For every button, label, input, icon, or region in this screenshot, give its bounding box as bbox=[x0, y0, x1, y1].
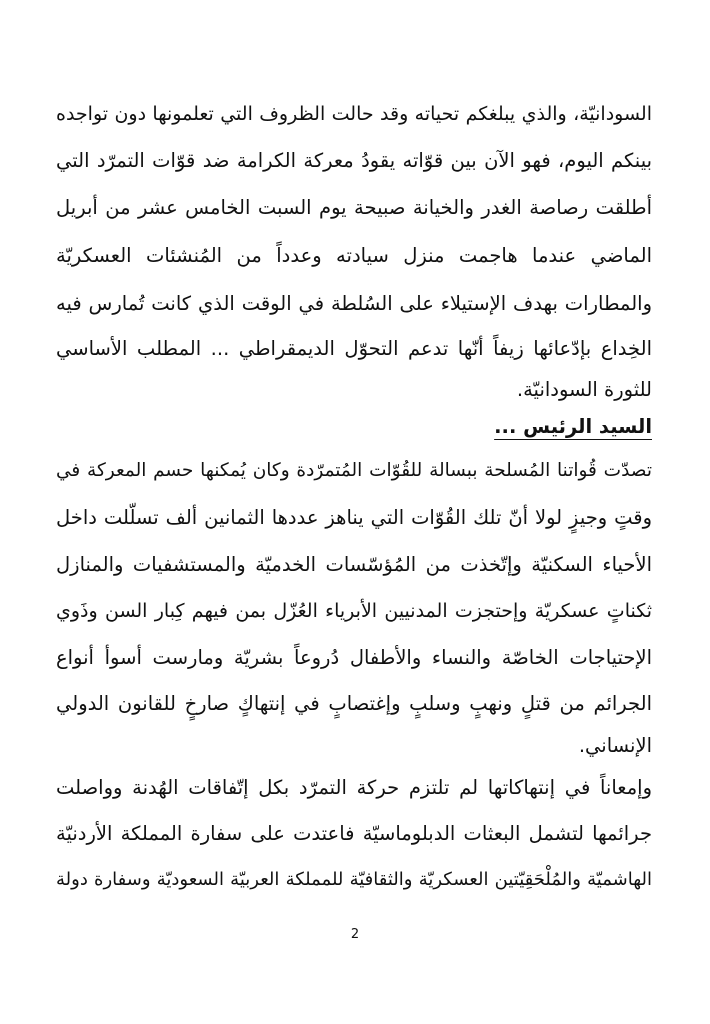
paragraph-line: الخِداع بإدّعائها زيفاً أنّها تدعم التحوّل الديمقراطي ... المطلب الأساسي bbox=[56, 337, 652, 360]
paragraph-line: تصدّت قُواتنا المُسلحة ببسالة للقُوّات المُتمرّدة وكان يُمكنها حسم المعركة في bbox=[56, 460, 652, 481]
paragraph-line: أطلقت رصاصة الغدر والخيانة صبيحة يوم السبت الخامس عشر من أبريل bbox=[56, 196, 652, 219]
page-number: 2 bbox=[350, 927, 360, 942]
paragraph-line: والمطارات بهدف الإستيلاء على السُلطة في الوقت الذي كانت تُمارس فيه bbox=[56, 292, 652, 315]
paragraph-line: الأحياء السكنيّة وإتّخذت من المُؤسّسات الخدميّة والمستشفيات والمنازل bbox=[56, 553, 652, 576]
paragraph-line: جرائمها لتشمل البعثات الدبلوماسيّة فاعتدت على سفارة المملكة الأردنيّة bbox=[56, 822, 652, 845]
section-heading: السيد الرئيس ... bbox=[494, 415, 652, 438]
paragraph-line: وقتٍ وجيزٍ لولا أنّ تلك القُوّات التي يناهز عددها الثمانين ألف تسلّلت داخل bbox=[56, 506, 652, 529]
paragraph-line: ثكناتٍ عسكريّة وإحتجزت المدنيين الأبرياء العُزّل بمن فيهم كِبار السن وذَوي bbox=[56, 600, 652, 622]
paragraph-line: الهاشميّة والمُلْحَقِيّتين العسكريّة والثقافيّة للمملكة العربيّة السعوديّة وسفارة دولة bbox=[56, 869, 652, 890]
paragraph-line: للثورة السودانيّة. bbox=[516, 378, 652, 401]
paragraph-line: الماضي عندما هاجمت منزل سيادته وعدداً من المُنشئات العسكريّة bbox=[56, 244, 652, 267]
paragraph-line: الجرائم من قتلٍ ونهبٍ وسلبٍ وإغتصابٍ في إنتهاكٍ صارخٍ للقانون الدولي bbox=[56, 692, 652, 715]
paragraph-line: الإحتياجات الخاصّة والنساء والأطفال دُروعاً بشريّة ومارست أسوأ أنواع bbox=[56, 646, 652, 669]
paragraph-line: الإنساني. bbox=[578, 734, 652, 757]
paragraph-line: بينكم اليوم، فهو الآن بين قوّاته يقودُ معركة الكرامة ضد قوّات التمرّد التي bbox=[56, 149, 652, 172]
paragraph-line: وإمعاناً في إنتهاكاتها لم تلتزم حركة التمرّد بكل إتّفاقات الهُدنة وواصلت bbox=[56, 776, 652, 799]
paragraph-line: السودانيّة، والذي يبلغكم تحياته وقد حالت الظروف التي تعلمونها دون تواجده bbox=[56, 103, 652, 125]
